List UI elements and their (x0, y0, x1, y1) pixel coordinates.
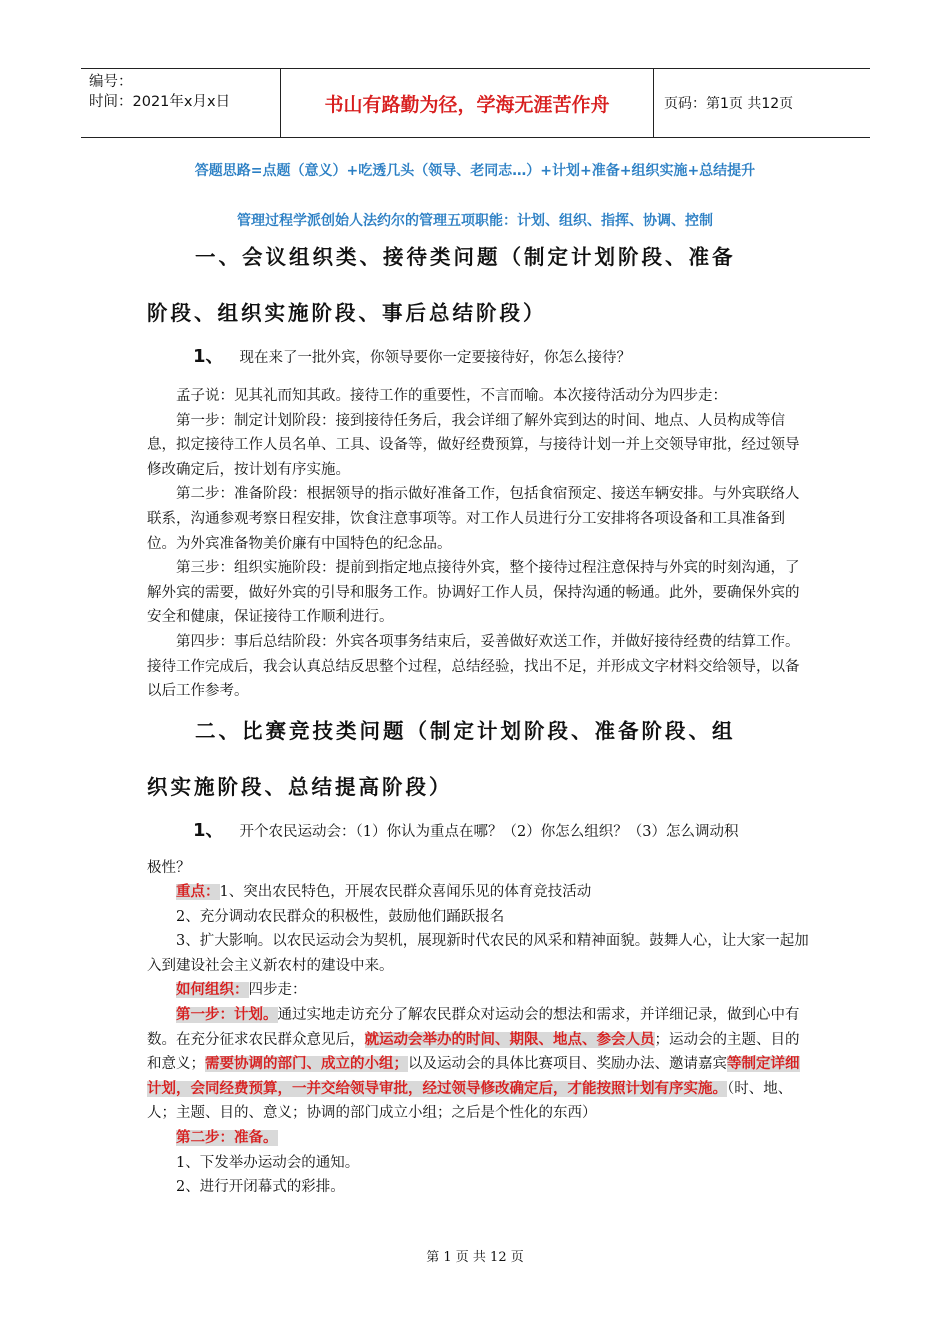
intro-line-2: 管理过程学派创始人法约尔的管理五项职能：计划、组织、指挥、协调、控制 (237, 213, 713, 229)
step2-label: 第二步：准备。 (176, 1129, 278, 1146)
paragraph: 第二步：准备阶段：根据领导的指示做好准备工作，包括食宿预定、接送车辆安排。与外宾联络人联系，沟通参观考察日程安排，饮食注意事项等。对工作人员进行分工安排将各项设备和工具准备到位。为外宾准备物美价廉有中国特色的纪念品。 (147, 486, 800, 552)
header-page-info: 页码：第1页 共12页 (664, 96, 794, 112)
header-meta (81, 69, 281, 137)
section2-title: 二、比赛竞技类问题（制定计划阶段、准备阶段、组 织实施阶段、总结提高阶段） (147, 719, 736, 799)
header-motto: 书山有路勤为径，学海无涯苦作舟 (281, 69, 654, 137)
header-box (81, 68, 870, 138)
step1-label: 第一步：计划。 (176, 1006, 278, 1023)
section1-title: 一、会议组织类、接待类问题（制定计划阶段、准备 阶段、组织实施阶段、事后总结阶段） (147, 245, 736, 325)
paragraph: 第三步：组织实施阶段：提前到指定地点接待外宾，整个接待过程注意保持与外宾的时刻沟通，了解外宾的需要，做好外宾的引导和服务工作。协调好工作人员，保持沟通的畅通。此外，要确保外宾的安全和健康，保证接待工作顺利进行。 (147, 560, 800, 626)
question-number: 1、 (193, 346, 224, 367)
question-number: 1、 (193, 820, 224, 841)
question-text: 开个农民运动会：（1）你认为重点在哪？（2）你怎么组织？（3）怎么调动积 (239, 824, 739, 840)
section2-question (193, 818, 813, 845)
section2-question-cont: 极性？ (147, 860, 191, 876)
number-label: 编号： (89, 74, 133, 90)
paragraph: 孟子说：见其礼而知其政。接待工作的重要性，不言而喻。本次接待活动分为四步走： (176, 388, 727, 404)
paragraph: 第一步：制定计划阶段：接到接待任务后，我会详细了解外宾到达的时间、地点、人员构成等信息，拟定接待工作人员名单、工具、设备等，做好经费预算，与接待计划一并上交领导审批，经过领导修改确定后，按计划有序实施。 (147, 412, 800, 478)
section1-body (147, 384, 813, 704)
section2-body: 重点：1、突出农民特色，开展农民群众喜闻乐见的体育竞技活动 2、充分调动农民群众的积极性，鼓励他们踊跃报名 3、扩大影响。以农民运动会为契机，展现新时代农民的风采和精神面貌。鼓舞人心，让大家一起加入到建设社会主义新农村的建设中来。 如何组织：四步走： 第一步：计划。通过实地走访充分了解农民群众对运动会的想法和需求，并详细记录，做到心中有数。在充分征求农民群众意见后，就运动会举办的时间、期限、地点、参会人员；运动会的主题、目的和意义；需要协调的部门、成立的小组；以及运动会的具体比赛项目、奖励办法、邀请嘉宾等制定详细计划，会同经费预算，一并交给领导审批，经过领导修改确定后，才能按照计划有序实施。（时、地、人；主题、目的、意义；协调的部门成立小组；之后是个性化的东西） 第二步：准备。 1、下发举办运动会的通知。 2、进行开闭幕式的彩排。 (147, 884, 809, 1196)
page-footer: 第 1 页 共 12 页 (426, 1250, 524, 1265)
section1-question (193, 344, 813, 371)
question-text: 现在来了一批外宾，你领导要你一定要接待好，你怎么接待？ (239, 350, 632, 366)
paragraph: 第四步：事后总结阶段：外宾各项事务结束后，妥善做好欢送工作，并做好接待经费的结算工作。接待工作完成后，我会认真总结反思整个过程，总结经验，找出不足，并形成文字材料交给领导，以备以后工作参考。 (147, 633, 800, 700)
time-label: 时间：2021年x月x日 (89, 94, 231, 110)
key-label: 重点： (176, 884, 220, 900)
intro-line-1: 答题思路=点题（意义）+吃透几头（领导、老同志…）+计划+准备+组织实施+总结提升 (194, 163, 756, 179)
org-label: 如何组织： (176, 982, 249, 999)
